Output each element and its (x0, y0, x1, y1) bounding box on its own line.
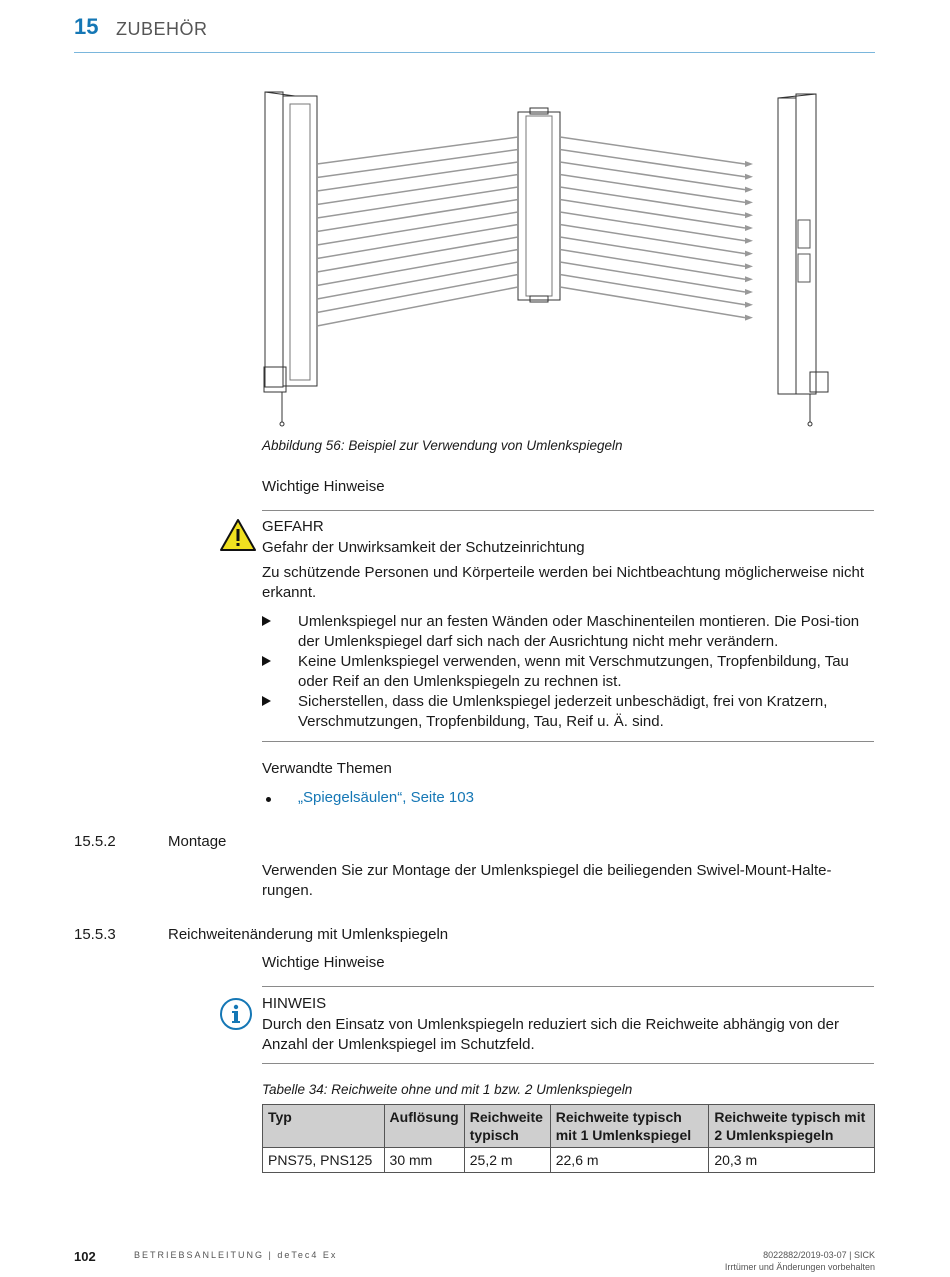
light-beam (560, 275, 745, 305)
section-text: Verwenden Sie zur Montage der Umlenkspiegel die beiliegenden Swivel-Mount-Halte-rungen. (262, 862, 832, 899)
beam-arrowhead (745, 161, 753, 167)
bullet-triangle-icon (262, 656, 271, 666)
beam-arrowhead (745, 315, 753, 321)
beam-arrowhead (745, 212, 753, 218)
document-code-text: 8022882/2019-03-07 | SICK (763, 1250, 875, 1260)
hint-top-rule (262, 986, 874, 987)
danger-label: GEFAHR (262, 518, 324, 535)
list-item: Sicherstellen, dass die Umlenkspiegel jederzeit unbeschädigt, frei von Kratzern, Verschmutzungen, Tropfenbildung, Tau, Reif u. Ä. sind. (262, 692, 874, 732)
notes-top-rule (262, 510, 874, 511)
page-number: 102 (74, 1249, 96, 1264)
column-header: Reichweite typisch mit 1 Umlenkspiegel (550, 1105, 709, 1148)
related-link[interactable]: „Spiegelsäulen“, Seite 103 (298, 789, 474, 806)
light-beam (560, 137, 745, 164)
light-beam (317, 162, 518, 191)
beam-arrowhead (745, 187, 753, 193)
range-table (262, 1104, 875, 1173)
column-header: Auflösung (384, 1105, 464, 1148)
related-heading: Verwandte Themen (262, 760, 392, 777)
light-beam (560, 212, 745, 241)
table-header-row (263, 1105, 875, 1148)
light-beam (317, 212, 518, 245)
table-caption: Tabelle 34: Reichweite ohne und mit 1 bzw. 2 Umlenkspiegeln (262, 1082, 633, 1097)
document-title: BETRIEBSANLEITUNG | deTec4 Ex (134, 1250, 338, 1260)
beam-arrowhead (745, 238, 753, 244)
beam-arrowhead (745, 174, 753, 180)
beam-arrowhead (745, 251, 753, 257)
light-beam (560, 287, 745, 318)
column-header: Reichweite typisch mit 2 Umlenkspiegeln (709, 1105, 875, 1148)
chapter-number: 15 (74, 14, 99, 39)
light-beam (560, 162, 745, 190)
table-cell: 22,6 m (550, 1148, 709, 1173)
light-beam (560, 225, 745, 254)
chapter-title: ZUBEHÖR (116, 19, 208, 39)
hint-label: HINWEIS (262, 995, 327, 1012)
beam-arrowhead (745, 199, 753, 205)
column-header: Typ (263, 1105, 385, 1148)
light-beam (560, 175, 745, 203)
bullet-dot-icon (266, 797, 271, 802)
light-beam (317, 137, 518, 164)
document-code (725, 1249, 875, 1273)
figure-caption: Abbildung 56: Beispiel zur Verwendung von Umlenkspiegeln (262, 438, 623, 453)
section-title: Reichweitenänderung mit Umlenkspiegeln (168, 926, 449, 943)
beam-arrowhead (745, 302, 753, 308)
table-cell: 25,2 m (464, 1148, 550, 1173)
light-beam (560, 150, 745, 177)
related-item (262, 789, 910, 807)
light-beam (560, 187, 745, 215)
table-cell: 30 mm (384, 1148, 464, 1173)
danger-title: Gefahr der Unwirksamkeit der Schutzeinrichtung (262, 539, 585, 556)
table-cell: 20,3 m (709, 1148, 875, 1173)
section-title: Montage (168, 833, 227, 850)
disclaimer-text: Irrtümer und Änderungen vorbehalten (724, 1262, 875, 1272)
beam-arrowhead (745, 276, 753, 282)
light-beam (317, 150, 518, 178)
info-icon (219, 997, 253, 1031)
bullet-triangle-icon (262, 616, 271, 626)
bullet-triangle-icon (262, 696, 271, 706)
light-beam (560, 250, 745, 280)
notes-heading: Wichtige Hinweise (262, 954, 385, 971)
light-beam (560, 200, 745, 229)
list-item: Umlenkspiegel nur an festen Wänden oder Maschinenteilen montieren. Die Posi-tion der Umlenkspiegel darf sich nach der Ausrichtung nicht mehr verändern. (262, 612, 874, 652)
light-beam (560, 262, 745, 292)
hint-bottom-rule (262, 1063, 874, 1064)
notes-heading: Wichtige Hinweise (262, 478, 385, 495)
light-beam (317, 175, 518, 205)
section-number: 15.5.3 (74, 926, 116, 943)
light-beam (560, 237, 745, 266)
notes-bottom-rule (262, 741, 874, 742)
beam-arrowhead (745, 289, 753, 295)
hint-text: Durch den Einsatz von Umlenkspiegeln reduziert sich die Reichweite abhängig von der Anzahl der Umlenkspiegel im Schutzfeld. (262, 1016, 839, 1053)
table-row (263, 1148, 875, 1173)
section-number: 15.5.2 (74, 833, 116, 850)
list-item: Keine Umlenkspiegel verwenden, wenn mit Verschmutzungen, Tropfenbildung, Tau oder Reif an den Umlenkspiegeln zu rechnen ist. (262, 652, 874, 692)
table-cell: PNS75, PNS125 (263, 1148, 385, 1173)
light-beam (317, 187, 518, 218)
danger-text: Zu schützende Personen und Körperteile werden bei Nichtbeachtung möglicherweise nicht erkannt. (262, 564, 865, 601)
column-header: Reichweite typisch (464, 1105, 550, 1148)
mirror-deflection-illustration (250, 82, 850, 434)
beam-arrowhead (745, 225, 753, 231)
danger-measures-list (262, 612, 874, 732)
beam-arrowhead (745, 263, 753, 269)
light-beam (317, 200, 518, 232)
header-divider (74, 52, 875, 53)
warning-triangle-icon (219, 518, 257, 552)
